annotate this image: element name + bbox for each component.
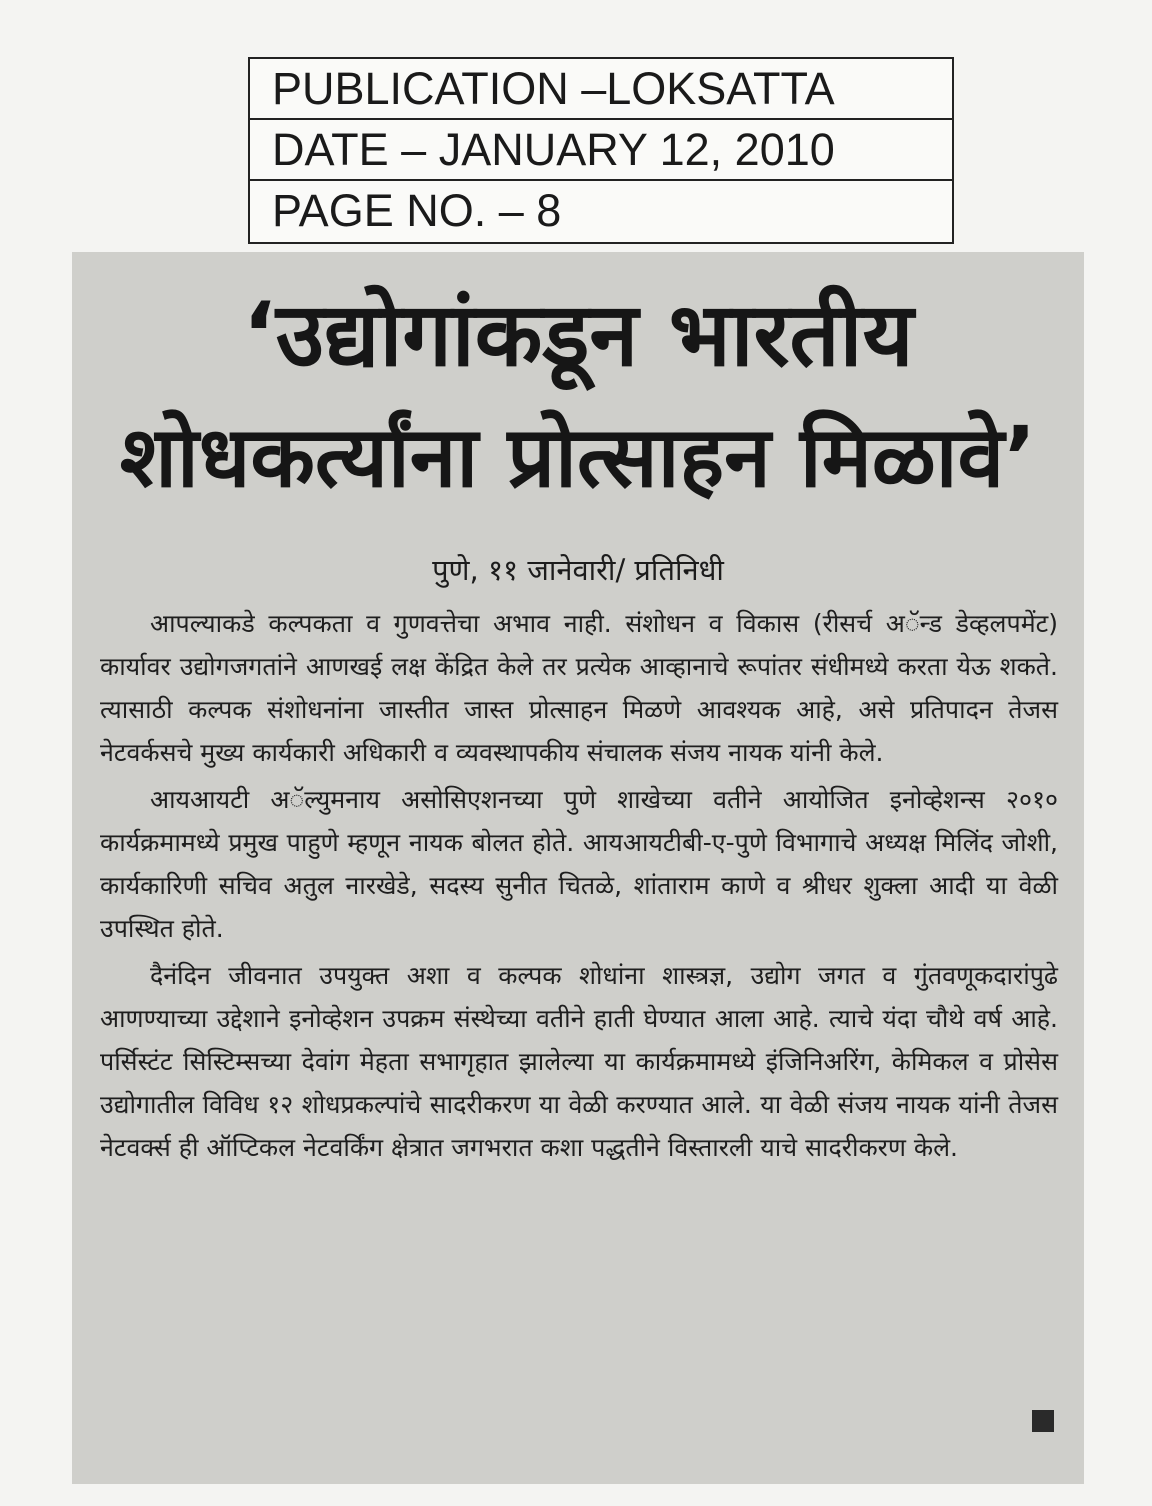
article-body (100, 602, 1058, 1169)
publication-date: DATE – JANUARY 12, 2010 (250, 120, 952, 181)
end-of-article-mark (1032, 1410, 1054, 1432)
dateline: पुणे, ११ जानेवारी/ प्रतिनिधी (432, 553, 724, 587)
article-paragraph-3: दैनंदिन जीवनात उपयुक्त अशा व कल्पक शोधांना शास्त्रज्ञ, उद्योग जगत व गुंतवणूकदारांपुढे आणण्याच्या उद्देशाने इनोव्हेशन उपक्रम संस्थेच्या वतीने हाती घेण्यात आला आहे. त्याचे यंदा चौथे वर्ष आहे. पर्सिस्टंट सिस्टिम्सच्या देवांग मेहता सभागृहात झालेल्या या कार्यक्रमामध्ये इंजिनिअरिंग, केमिकल व प्रोसेस उद्योगातील विविध १२ शोधप्रकल्पांचे सादरीकरण या वेळी करण्यात आले. या वेळी संजय नायक यांनी तेजस नेटवर्क्स ही ऑप्टिकल नेटवर्किंग क्षेत्रात जगभरात कशा पद्धतीने विस्तारली याचे सादरीकरण केले. (100, 961, 1058, 1162)
newspaper-clipping (72, 252, 1084, 1484)
article-paragraph-2: आयआयटी अॅल्युमनाय असोसिएशनच्या पुणे शाखेच्या वतीने आयोजित इनोव्हेशन्स २०१० कार्यक्रमामध्ये प्रमुख पाहुणे म्हणून नायक बोलत होते. आयआयटीबी-ए-पुणे विभागाचे अध्यक्ष मिलिंद जोशी, कार्यकारिणी सचिव अतुल नारखेडे, सदस्य सुनीत चितळे, शांताराम काणे व श्रीधर शुक्ला आदी या वेळी उपस्थित होते. (100, 785, 1058, 943)
publication-name: PUBLICATION –LOKSATTA (250, 59, 952, 120)
headline-line-2: शोधकर्त्यांना प्रोत्साहन मिळावे’ (119, 408, 1037, 506)
headline-line-1: ‘उद्योगांकडून भारतीय (242, 283, 914, 386)
publication-info-box (248, 57, 954, 244)
article-paragraph-1: आपल्याकडे कल्पकता व गुणवत्तेचा अभाव नाही. संशोधन व विकास (रीसर्च अॅन्ड डेव्हलपमेंट) कार्यावर उद्योगजगतांने आणखई लक्ष केंद्रित केले तर प्रत्येक आव्हानाचे रूपांतर संधीमध्ये करता येऊ शकते. त्यासाठी कल्पक संशोधनांना जास्तीत जास्त प्रोत्साहन मिळणे आवश्यक आहे, असे प्रतिपादन तेजस नेटवर्कसचे मुख्य कार्यकारी अधिकारी व व्यवस्थापकीय संचालक संजय नायक यांनी केले. (100, 609, 1058, 767)
page-number: PAGE NO. – 8 (272, 185, 562, 236)
